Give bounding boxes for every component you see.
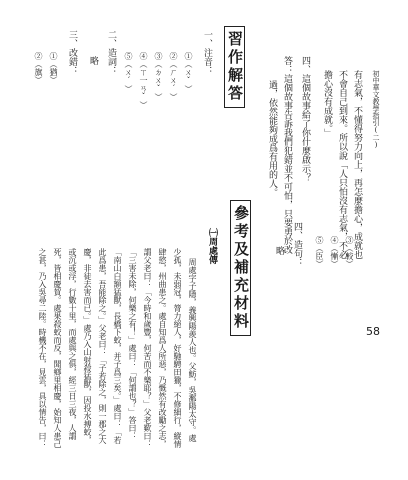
sub-title: ㈠周處傳 — [207, 228, 217, 264]
running-header: 初中華文教學指引(二) — [372, 70, 380, 149]
zhuyin-item: ⑤（ㄨˊ） — [124, 52, 133, 93]
zhuyin-item: ③（ㄉㄨˇ） — [154, 52, 163, 101]
ci-lue: 略 — [88, 56, 98, 65]
ju-lue: 略 — [274, 246, 284, 255]
gai-item: ③（較） — [345, 236, 354, 268]
zhuyin-item: ④（ㄒ一ㄢˇ） — [139, 52, 148, 109]
gai-item: ①（猶） — [49, 52, 58, 84]
ju-heading: 四、造句： — [292, 222, 302, 267]
body-line: 死，皆相慶賀。處果殺蛟而反，聞鄉里相慶，始知人患己 — [53, 248, 62, 448]
body-line: 周處字子隱，義興陽羨人也。父魴，吳鄱陽太守。處 — [188, 258, 197, 442]
zhuyin-heading: 一、注音： — [202, 30, 212, 75]
body-line: 之甚，乃入吳尋二陸。時機不在，見雲，具以情告，曰： — [38, 248, 47, 448]
answer-line: 過，依然能夠成爲有用的人。 — [267, 80, 277, 197]
page-number: 58 — [366, 325, 380, 338]
section-title-exercise: 習作解答 — [224, 26, 245, 108]
gai-item: ②（旗） — [34, 52, 43, 84]
body-line: 「南山白額猛獸，長橋下蛟，并子爲三矣。」處曰：「若 — [113, 248, 122, 444]
body-line: 或沉或浮，行數十里，而處與之俱，經三日三夜，人謂 — [68, 248, 77, 440]
paragraph-line: 有志氣，不懂得努力向上，再怎麼擔心，成就也 — [352, 70, 362, 259]
body-line: 慶，非徒去害而已。」處乃入山射殺猛獸，因投水搏蛟， — [83, 248, 92, 444]
question-4: 四、這個故事給了你什麼啟示？ — [300, 56, 310, 182]
paragraph-line: 擔心沒有成就。」 — [322, 70, 332, 138]
zhuyin-item: ①（ㄨˇ） — [184, 52, 193, 93]
gai-heading: 三、改錯： — [67, 30, 77, 75]
paragraph-line: 不會自己到來。所以說「人只怕沒有志氣，不必 — [337, 70, 347, 259]
body-line: 肆慾，州曲患之。處自知爲人所惡，乃慨然有改勵之志， — [158, 248, 167, 448]
body-line: 「三害未除，何樂之有！」處曰：「何謂也？」答曰： — [128, 248, 137, 440]
section-title-reference: 參考及補充材料 — [230, 200, 251, 336]
zhuyin-item: ②（ㄏㄨˊ） — [169, 52, 178, 101]
body-line: 此爲患，吾能除之。」父老曰：「子若除之，則一郡之大 — [98, 248, 107, 444]
gai-item: ④（慚） — [330, 236, 339, 268]
ci-heading: 二、造詞： — [106, 30, 116, 75]
gai-item: ⑤（臣） — [315, 236, 324, 268]
body-line: 謂父老曰：「今時和歲豐，何苦而不樂耶？」父老歎曰： — [143, 248, 152, 448]
answer-line: 答：這個故事告訴我們犯錯並不可怕，只要勇於改 — [282, 56, 292, 254]
body-line: 少孤，未弱冠，膂力絕人，好馳騁田獵，不修細行，縱情 — [173, 248, 182, 448]
